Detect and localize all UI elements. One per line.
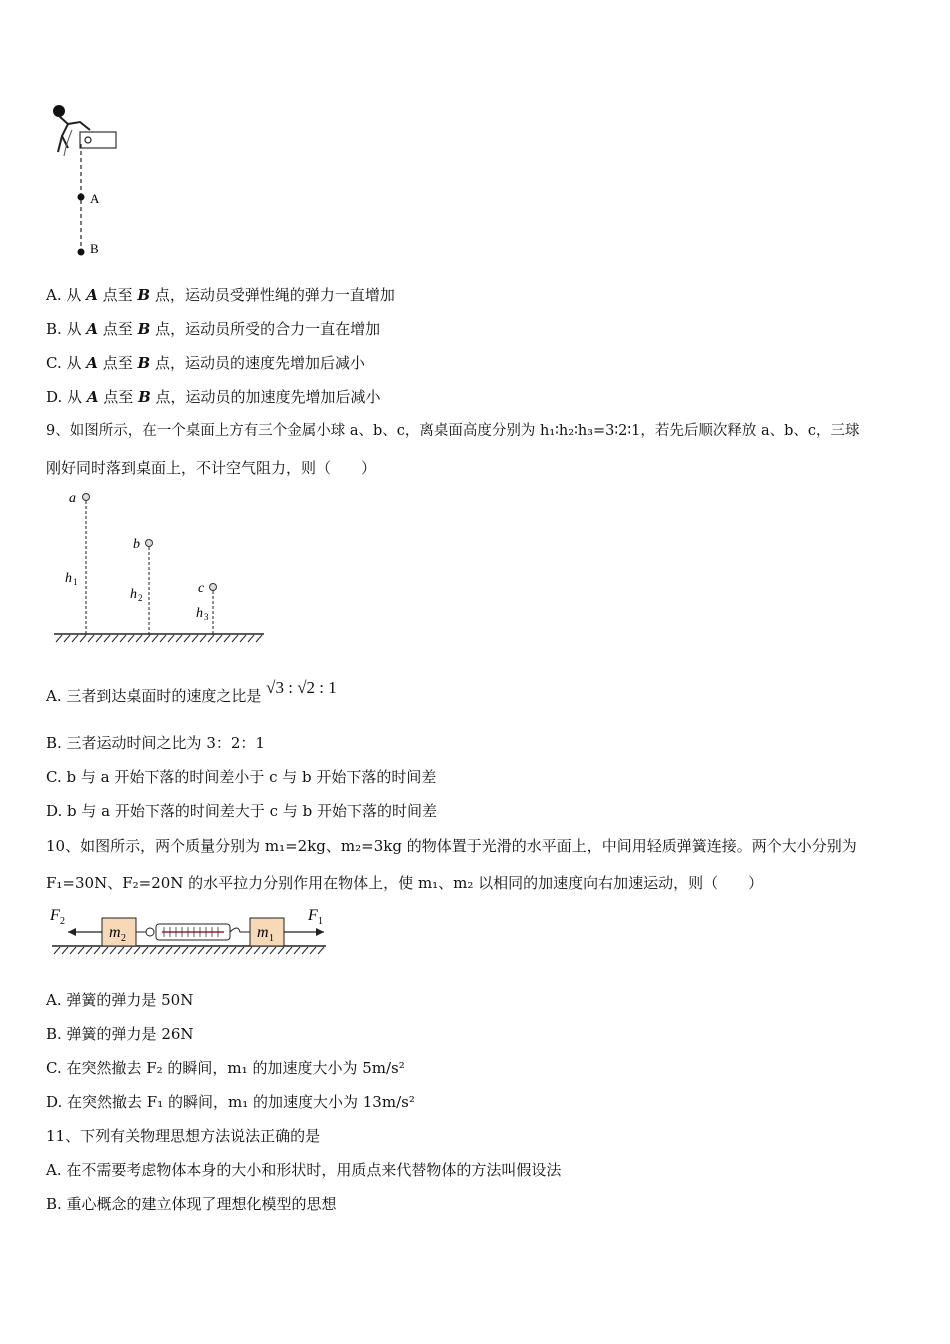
m1-label: m [257, 924, 269, 941]
h2-label: h [130, 587, 137, 602]
q9-option-b[interactable]: B. 三者运动时间之比为 3：2：1 [46, 734, 265, 752]
q9-option-a[interactable]: A. 三者到达桌面时的速度之比是 √3 : √2 : 1 [46, 678, 337, 705]
q10-option-d[interactable]: D. 在突然撤去 F₁ 的瞬间，m₁ 的加速度大小为 13m/s² [46, 1093, 415, 1111]
ball-c-label: c [198, 581, 205, 596]
q8-option-b[interactable]: B. 从 A 点至 B 点，运动员所受的合力一直在增加 [46, 320, 381, 338]
bungee-jumper-figure [50, 100, 130, 262]
q8-option-d[interactable]: D. 从 A 点至 B 点，运动员的加速度先增加后减小 [46, 388, 381, 406]
q10-stem-line1: 10、如图所示，两个质量分别为 m₁=2kg、m₂=3kg 的物体置于光滑的水平面上，中间用轻质弹簧连接。两个大小分别为 [46, 837, 857, 855]
q10-option-a[interactable]: A. 弹簧的弹力是 50N [46, 991, 194, 1009]
q9-option-a-ratio: √3 : √2 : 1 [266, 678, 337, 697]
h3-label: h [196, 606, 203, 621]
svg-text:2: 2 [138, 593, 143, 603]
m2-label: m [109, 924, 121, 941]
q8-option-a[interactable]: A. 从 A 点至 B 点，运动员受弹性绳的弹力一直增加 [46, 286, 395, 304]
q10-stem-line2: F₁=30N、F₂=20N 的水平拉力分别作用在物体上，使 m₁、m₂ 以相同的加速度向右加速运动，则（ ） [46, 874, 764, 892]
svg-text:1: 1 [73, 577, 78, 587]
q10-option-c[interactable]: C. 在突然撤去 F₂ 的瞬间，m₁ 的加速度大小为 5m/s² [46, 1059, 405, 1077]
ball-a-label: a [69, 491, 76, 506]
svg-text:1: 1 [269, 933, 274, 944]
fig1-label-a: A [90, 191, 100, 206]
q11-stem: 11、下列有关物理思想方法说法正确的是 [46, 1127, 321, 1145]
svg-text:3: 3 [204, 612, 209, 622]
f2-label: F [50, 907, 60, 924]
h1-label: h [65, 571, 72, 586]
q11-option-b[interactable]: B. 重心概念的建立体现了理想化模型的思想 [46, 1195, 337, 1213]
svg-text:2: 2 [60, 916, 65, 927]
svg-text:2: 2 [121, 933, 126, 944]
q9-option-c[interactable]: C. b 与 a 开始下落的时间差小于 c 与 b 开始下落的时间差 [46, 768, 437, 786]
q9-stem-line2: 刚好同时落到桌面上，不计空气阻力，则（ ） [46, 459, 377, 477]
f1-label: F [308, 907, 318, 924]
q9-stem-line1: 9、如图所示，在一个桌面上方有三个金属小球 a、b、c，离桌面高度分别为 h₁∶h₂∶h₃=3∶2∶1，若先后顺次释放 a、b、c，三球 [46, 423, 860, 439]
fig1-label-b: B [90, 241, 99, 256]
q9-option-d[interactable]: D. b 与 a 开始下落的时间差大于 c 与 b 开始下落的时间差 [46, 802, 437, 820]
spring-blocks-figure [48, 902, 332, 964]
svg-text:1: 1 [318, 916, 323, 927]
q10-option-b[interactable]: B. 弹簧的弹力是 26N [46, 1025, 194, 1043]
ball-b-label: b [133, 537, 140, 552]
q8-option-c[interactable]: C. 从 A 点至 B 点，运动员的速度先增加后减小 [46, 354, 365, 372]
q11-option-a[interactable]: A. 在不需要考虑物体本身的大小和形状时，用质点来代替物体的方法叫假设法 [46, 1161, 562, 1179]
falling-balls-figure [50, 486, 270, 648]
